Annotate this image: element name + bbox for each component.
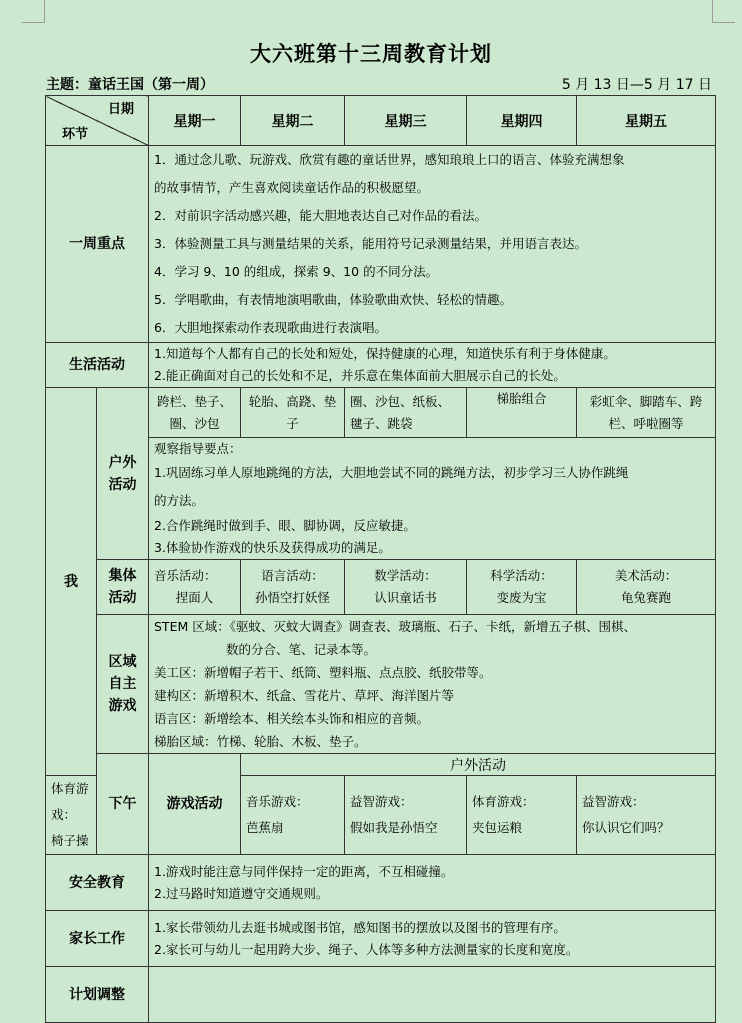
- guidance-item: 的方法。: [154, 492, 205, 508]
- parents-content: [149, 911, 716, 967]
- game-type: 体育游戏：: [472, 794, 535, 809]
- crop-mark-top-right: [712, 0, 735, 23]
- theme-label: 主题：童话王国（第一周）: [46, 77, 214, 93]
- safety-content: [149, 855, 716, 911]
- area-item: 建构区：新增积木、纸盒、雪花片、草坪、海洋图片等: [154, 688, 455, 703]
- life-activities-row: [46, 343, 716, 388]
- outdoor-equipment-row: [46, 388, 716, 438]
- adjust-row: [46, 967, 716, 1023]
- game-name: 夹包运粮: [472, 820, 523, 835]
- crop-mark-top-left: [22, 0, 45, 23]
- safety-label: 安全教育: [46, 855, 149, 911]
- activity-name: 捏面人: [175, 590, 214, 605]
- day-header-tue: 星期二: [241, 96, 345, 146]
- date-header-label: 日期: [107, 102, 134, 117]
- guidance-item: 1.巩固练习单人原地跳绳的方法，大胆地尝试不同的跳绳方法，初步学习三人协作跳绳: [154, 464, 629, 480]
- outdoor-equipment-fri: 彩虹伞、脚踏车、跨栏、呼啦圈等: [577, 388, 716, 438]
- adjust-content[interactable]: [149, 967, 716, 1023]
- life-activities-content: [149, 343, 716, 388]
- weekly-focus-item: 5．学唱歌曲，有表情地演唱歌曲，体验歌曲欢快、轻松的情趣。: [154, 292, 512, 307]
- plan-table: [45, 95, 716, 1023]
- life-item: 1.知道每个人都有自己的长处和短处，保持健康的心理，知道快乐有利于身体健康。: [154, 346, 616, 361]
- weekly-focus-label: 一周重点: [46, 146, 149, 343]
- group-activities-row: [46, 560, 716, 615]
- afternoon-game-wed: [345, 776, 467, 855]
- adjust-label: 计划调整: [46, 967, 149, 1023]
- area-games-row: [46, 615, 716, 754]
- me-label: 我: [46, 388, 97, 776]
- game-name: 你认识它们吗？: [582, 820, 670, 835]
- game-name: 假如我是孙悟空: [350, 820, 438, 835]
- game-type: 体育游戏：: [51, 781, 89, 822]
- header-row: [46, 96, 716, 146]
- afternoon-label: 下午: [97, 754, 149, 855]
- guidance-item: 观察指导要点：: [154, 440, 242, 456]
- activity-type: 语言活动：: [261, 568, 324, 583]
- afternoon-game-tue: [241, 776, 345, 855]
- area-item: 语言区：新增绘本、相关绘本头饰和相应的音频。: [154, 711, 430, 726]
- weekly-focus-item: 2．对前识字活动感兴趣，能大胆地表达自己对作品的看法。: [154, 208, 487, 223]
- date-range: 5 月 13 日—5 月 17 日: [561, 77, 712, 93]
- afternoon-game-fri: [577, 776, 716, 855]
- afternoon-game-mon: [46, 776, 97, 855]
- page-title: 大六班第十三周教育计划: [250, 41, 492, 66]
- activity-name: 龟兔赛跑: [620, 590, 671, 605]
- area-item: 梯胎区域：竹梯、轮胎、木板、垫子。: [154, 734, 367, 749]
- weekly-focus-item: 1．通过念儿歌、玩游戏、欣赏有趣的童话世界，感知琅琅上口的语言、体验充满想象: [154, 152, 625, 167]
- group-activity-mon: [149, 560, 241, 615]
- game-name: 椅子操: [51, 833, 89, 848]
- guidance-item: 3.体验协作游戏的快乐及获得成功的满足。: [154, 539, 391, 555]
- guidance-item: 2.合作跳绳时做到手、眼、脚协调，反应敏捷。: [154, 517, 416, 533]
- group-activities-label: 集体活动: [97, 560, 149, 615]
- area-games-label: 区域自主游戏: [97, 615, 149, 754]
- safety-item: 1.游戏时能注意与同伴保持一定的距离，不互相碰撞。: [154, 863, 454, 879]
- weekly-focus-item: 4．学习 9、10 的组成，探索 9、10 的不同分法。: [154, 264, 439, 279]
- group-activity-tue: [241, 560, 345, 615]
- outdoor-equipment-wed: 圈、沙包、纸板、毽子、跳袋: [345, 388, 467, 438]
- weekly-focus-item: 6．大胆地探索动作表现歌曲进行表演唱。: [154, 320, 387, 335]
- outdoor-label-text: 户外活动: [108, 454, 137, 493]
- activity-type: 音乐活动：: [154, 568, 217, 583]
- game-type: 音乐游戏：: [246, 794, 309, 809]
- activity-name: 孙悟空打妖怪: [254, 590, 330, 605]
- outdoor-equipment-thu: 梯胎组合: [467, 388, 577, 438]
- group-activity-thu: [467, 560, 577, 615]
- outdoor-equipment-tue: 轮胎、高跷、垫子: [241, 388, 345, 438]
- safety-item: 2.过马路时知道遵守交通规则。: [154, 885, 329, 901]
- outdoor-guidance-content: [149, 438, 716, 560]
- parents-item: 2.家长可与幼儿一起用跨大步、绳子、人体等多种方法测量家的长度和宽度。: [154, 941, 579, 957]
- safety-row: [46, 855, 716, 911]
- weekly-focus-row: [46, 146, 716, 343]
- afternoon-outdoor-title: 户外活动: [241, 754, 716, 776]
- weekly-focus-item: 的故事情节，产生喜欢阅读童话作品的积极愿望。: [154, 180, 430, 195]
- parents-item: 1.家长带领幼儿去逛书城或图书馆，感知图书的摆放以及图书的管理有序。: [154, 919, 566, 935]
- game-type: 益智游戏：: [350, 794, 413, 809]
- area-item: 美工区：新增帽子若干、纸筒、塑料瓶、点点胶、纸胶带等。: [154, 665, 492, 680]
- day-header-thu: 星期四: [467, 96, 577, 146]
- group-activity-fri: [577, 560, 716, 615]
- activity-name: 认识童话书: [374, 590, 437, 605]
- header-corner-cell: [46, 96, 149, 146]
- day-header-fri: 星期五: [577, 96, 716, 146]
- afternoon-games-label: 游戏活动: [149, 754, 241, 855]
- outdoor-label: [97, 388, 149, 560]
- day-header-mon: 星期一: [149, 96, 241, 146]
- parents-row: [46, 911, 716, 967]
- section-header-label: 环节: [62, 127, 89, 142]
- activity-type: 美术活动：: [614, 568, 678, 583]
- day-header-wed: 星期三: [345, 96, 467, 146]
- area-item: STEM 区域：《驱蚊、灭蚊大调查》调查表、玻璃瓶、石子、卡纸，新增五子棋、围棋、: [154, 619, 636, 634]
- parents-label: 家长工作: [46, 911, 149, 967]
- area-games-content: [149, 615, 716, 754]
- activity-type: 数学活动：: [374, 568, 437, 583]
- area-item: 数的分合、笔、记录本等。: [226, 642, 377, 657]
- outdoor-equipment-mon: 跨栏、垫子、圈、沙包: [149, 388, 241, 438]
- game-name: 芭蕉扇: [246, 820, 284, 835]
- game-type: 益智游戏：: [582, 794, 645, 809]
- life-activities-label: 生活活动: [46, 343, 149, 388]
- weekly-focus-item: 3．体验测量工具与测量结果的关系，能用符号记录测量结果，并用语言表达。: [154, 236, 587, 251]
- group-activity-wed: [345, 560, 467, 615]
- life-item: 2.能正确面对自己的长处和不足，并乐意在集体面前大胆展示自己的长处。: [154, 368, 566, 383]
- afternoon-title-row: [46, 754, 716, 776]
- weekly-focus-content: [149, 146, 716, 343]
- activity-name: 变废为宝: [496, 590, 547, 605]
- activity-type: 科学活动：: [490, 568, 553, 583]
- afternoon-game-thu: [467, 776, 577, 855]
